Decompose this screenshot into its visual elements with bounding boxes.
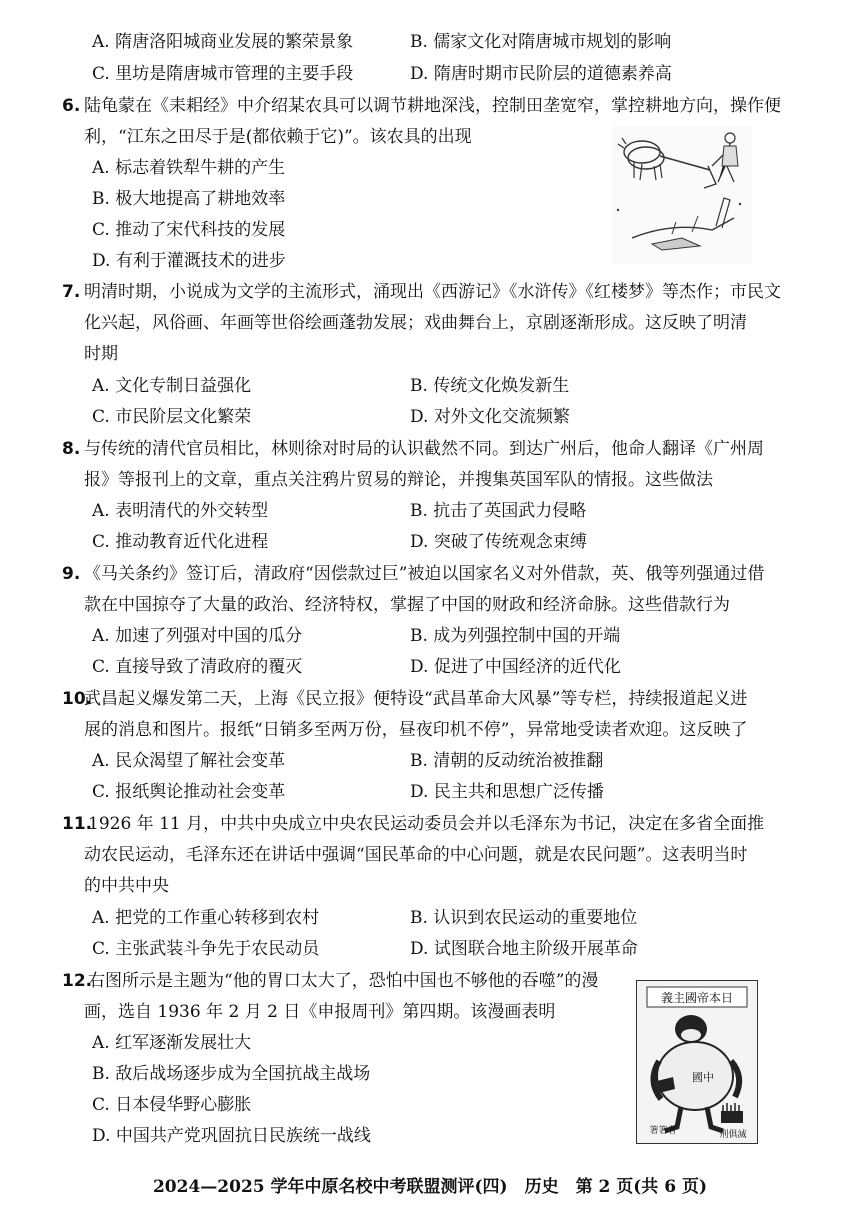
q12-option-a: A. 红军逐渐发展壮大: [92, 1033, 252, 1053]
q9-option-b: B. 成为列强控制中国的开端: [410, 626, 621, 646]
cartoon-top-text: 義主國帝本日: [660, 991, 734, 1005]
q11-number: 11.: [62, 814, 93, 834]
q11-stem-line3: 的中共中央: [84, 876, 169, 896]
q12-stem-line2: 画，选自 1936 年 2 月 2 日《申报周刊》第四期。该漫画表明: [84, 1002, 556, 1022]
q6-stem-line1: 陆龟蒙在《耒耜经》中介绍某农具可以调节耕地深浅，控制田垄宽窄，掌控耕地方向，操作便: [84, 96, 781, 116]
q11-stem-line2: 动农民运动，毛泽东还在讲话中强调“国民革命的中心问题，就是农民问题”。这表明当时: [84, 845, 748, 865]
q8-option-a: A. 表明清代的外交转型: [92, 501, 269, 521]
q8-option-c: C. 推动教育近代化进程: [92, 532, 269, 552]
q8-stem-line1: 与传统的清代官员相比，林则徐对时局的认识截然不同。到达广州后，他命人翻译《广州周: [84, 439, 764, 459]
q7-stem-line3: 时期: [84, 344, 118, 364]
q11-option-c: C. 主张武装斗争先于农民动员: [92, 939, 320, 959]
q6-number: 6.: [62, 96, 81, 116]
cartoon-illustration: [636, 980, 758, 1144]
q11-option-a: A. 把党的工作重心转移到农村: [92, 908, 320, 928]
q8-option-d: D. 突破了传统观念束缚: [410, 532, 587, 552]
q10-option-a: A. 民众渴望了解社会变革: [92, 751, 286, 771]
q5-option-b: B. 儒家文化对隋唐城市规划的影响: [410, 32, 672, 52]
q9-option-a: A. 加速了列强对中国的瓜分: [92, 626, 303, 646]
q12-stem-line1: 右图所示是主题为“他的胃口太大了，恐怕中国也不够他的吞噬”的漫: [88, 971, 599, 991]
cartoon-drawing: [637, 981, 757, 1143]
q9-stem-line2: 款在中国掠夺了大量的政治、经济特权，掌握了中国的财政和经济命脉。这些借款行为: [84, 595, 730, 615]
q6-option-b: B. 极大地提高了耕地效率: [92, 189, 286, 209]
q5-option-a: A. 隋唐洛阳城商业发展的繁荣景象: [92, 32, 354, 52]
q8-option-b: B. 抗击了英国武力侵略: [410, 501, 587, 521]
q12-option-c: C. 日本侵华野心膨胀: [92, 1095, 252, 1115]
q9-option-c: C. 直接导致了清政府的覆灭: [92, 657, 303, 677]
q10-option-c: C. 报纸舆论推动社会变革: [92, 782, 286, 802]
q12-number: 12.: [62, 971, 93, 991]
q8-number: 8.: [62, 439, 81, 459]
cartoon-right-caption: 刑俱滅: [719, 1130, 747, 1140]
q9-option-d: D. 促进了中国经济的近代化: [410, 657, 621, 677]
ox-plow-illustration: [612, 126, 752, 264]
q11-option-b: B. 认识到农民运动的重要地位: [410, 908, 638, 928]
q9-number: 9.: [62, 564, 81, 584]
q6-option-a: A. 标志着铁犁牛耕的产生: [92, 158, 286, 178]
cartoon-left-caption: 箸箸者: [649, 1126, 677, 1136]
q12-option-d: D. 中国共产党巩固抗日民族统一战线: [92, 1126, 371, 1146]
q9-stem-line1: 《马关条约》签订后，清政府“因偿款过巨”被迫以国家名义对外借款，英、俄等列强通过借: [84, 564, 765, 584]
q5-option-d: D. 隋唐时期市民阶层的道德素养高: [410, 64, 672, 84]
q6-stem-line2: 利，“江东之田尽于是(都依赖于它)”。该农具的出现: [84, 127, 472, 147]
q10-number: 10.: [62, 689, 93, 709]
q10-option-b: B. 清朝的反动统治被推翻: [410, 751, 604, 771]
q10-stem-line2: 展的消息和图片。报纸“日销多至两万份，昼夜印机不停”，异常地受读者欢迎。这反映了: [84, 720, 748, 740]
q11-option-d: D. 试图联合地主阶级开展革命: [410, 939, 638, 959]
q12-option-b: B. 敌后战场逐步成为全国抗战主战场: [92, 1064, 371, 1084]
q8-stem-line2: 报》等报刊上的文章，重点关注鸦片贸易的辩论，并搜集英国军队的情报。这些做法: [84, 470, 713, 490]
q7-option-c: C. 市民阶层文化繁荣: [92, 407, 252, 427]
q5-option-c: C. 里坊是隋唐城市管理的主要手段: [92, 64, 354, 84]
q10-option-d: D. 民主共和思想广泛传播: [410, 782, 604, 802]
page-footer: 2024—2025 学年中原名校中考联盟测评(四) 历史 第 2 页(共 6 页): [152, 1177, 708, 1197]
q7-number: 7.: [62, 282, 81, 302]
q10-stem-line1: 武昌起义爆发第二天，上海《民立报》便特设“武昌革命大风暴”等专栏，持续报道起义进: [84, 689, 748, 709]
q7-option-d: D. 对外文化交流频繁: [410, 407, 570, 427]
q7-stem-line1: 明清时期，小说成为文学的主流形式，涌现出《西游记》《水浒传》《红楼梦》等杰作；市民文: [84, 282, 781, 302]
q11-stem-line1: 1926 年 11 月，中共中央成立中央农民运动委员会并以毛泽东为书记，决定在多省全面推: [88, 814, 765, 834]
q7-stem-line2: 化兴起，风俗画、年画等世俗绘画蓬勃发展；戏曲舞台上，京剧逐渐形成。这反映了明清: [84, 313, 747, 333]
q6-option-c: C. 推动了宋代科技的发展: [92, 220, 286, 240]
q7-option-a: A. 文化专制日益强化: [92, 376, 252, 396]
q6-option-d: D. 有利于灌溉技术的进步: [92, 251, 286, 271]
cartoon-belly-text: 國中: [692, 1071, 714, 1084]
q7-option-b: B. 传统文化焕发新生: [410, 376, 570, 396]
